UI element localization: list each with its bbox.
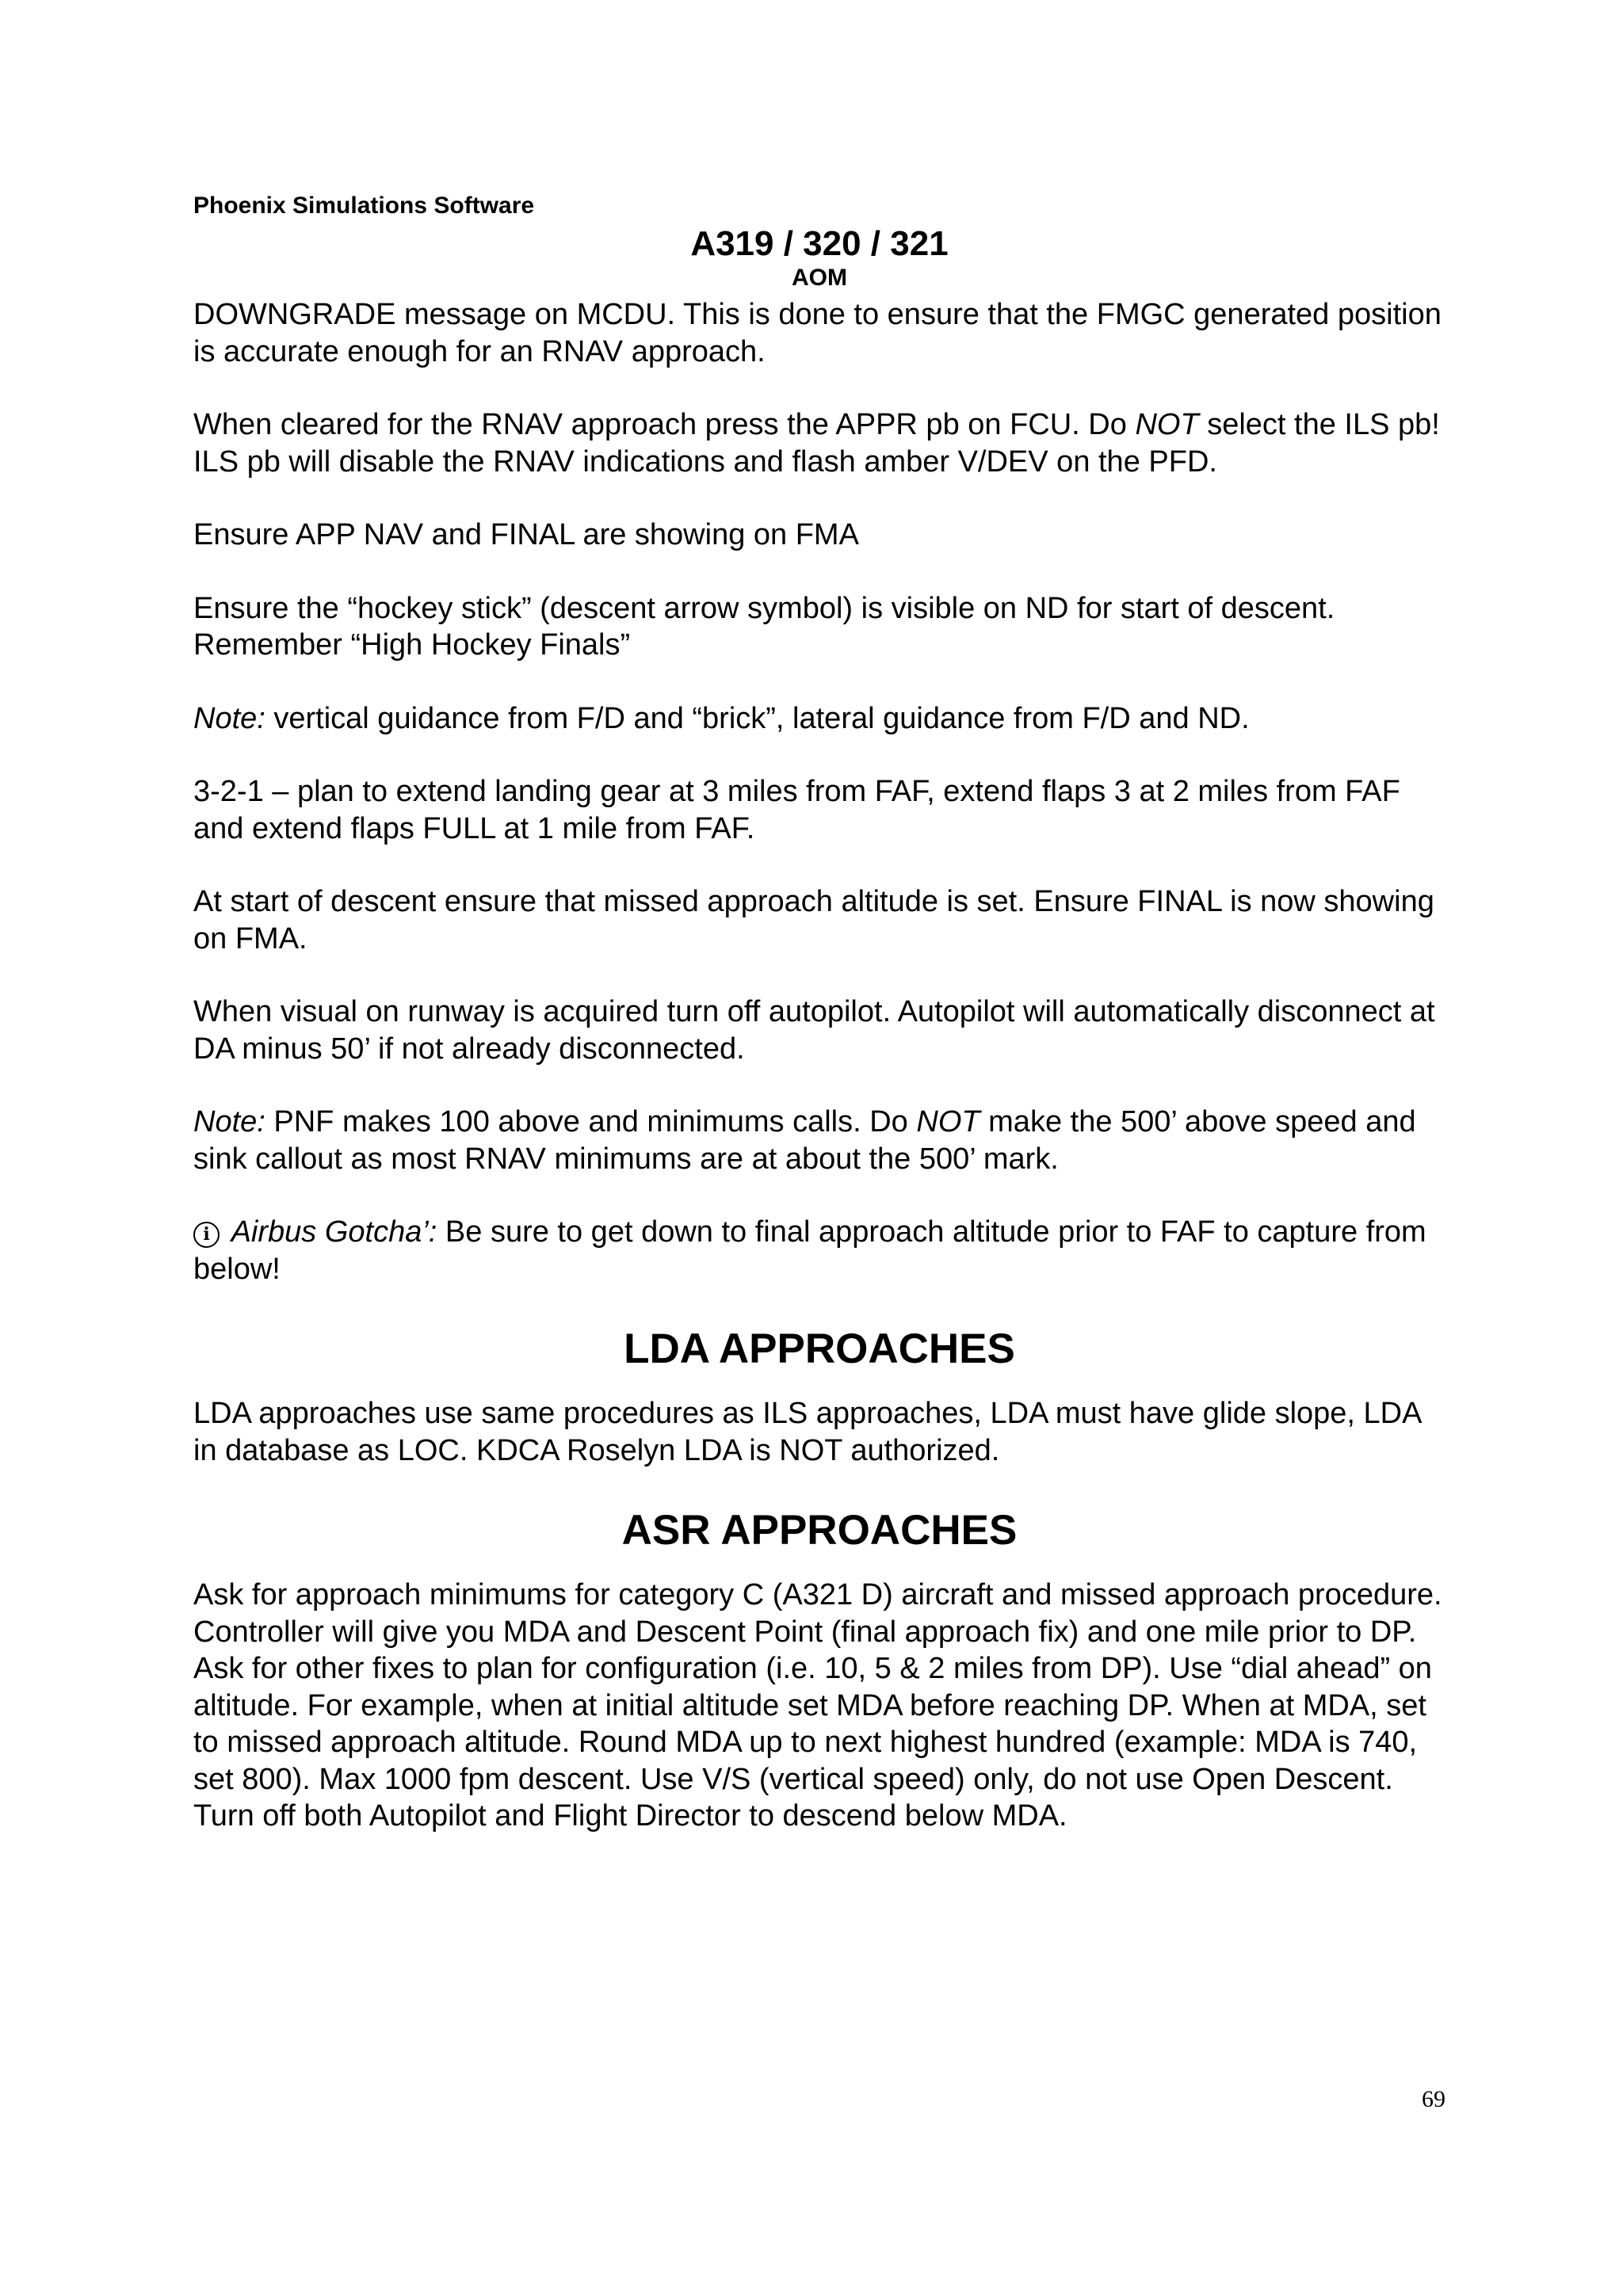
gotcha-label: Airbus Gotcha’: bbox=[231, 1215, 437, 1249]
document-title: A319 / 320 / 321 bbox=[690, 224, 949, 263]
paragraph-note-pnf bbox=[193, 1104, 1445, 1177]
text: PNF makes 100 above and minimums calls. Do bbox=[265, 1105, 917, 1138]
paragraph-downgrade: DOWNGRADE message on MCDU. This is done to ensure that the FMGC generated position is accurate enough for an RNAV approach. bbox=[193, 298, 1442, 368]
asr-heading: ASR APPROACHES bbox=[621, 1507, 1018, 1554]
paragraph-start-descent: At start of descent ensure that missed approach altitude is set. Ensure FINAL is now showing on FMA. bbox=[193, 885, 1434, 955]
note-label: Note: bbox=[193, 701, 265, 735]
text: vertical guidance from F/D and “brick”, lateral guidance from F/D and ND. bbox=[265, 701, 1250, 735]
lda-paragraph: LDA approaches use same procedures as ILS approaches, LDA must have glide slope, LDA in database as LOC. KDCA Roselyn LDA is NOT authorized. bbox=[193, 1397, 1421, 1467]
paragraph-3-2-1: 3-2-1 – plan to extend landing gear at 3 miles from FAF, extend flaps 3 at 2 miles from FAF and extend flaps FULL at 1 mile from FAF. bbox=[193, 775, 1400, 845]
note-label: Note: bbox=[193, 1105, 265, 1138]
asr-paragraph: Ask for approach minimums for category C (A321 D) aircraft and missed approach procedure. Controller will give you MDA and Descent Point (final approach fix) and one mile prior to DP. Ask for other fixes to plan for configuration (i.e. 10, 5 & 2 miles from DP). Use “dial ahead” on altitude. For example, when at initial altitude set MDA before reaching DP. When at MDA, set to missed approach altitude. Round MDA up to next highest hundred (example: MDA is 740, set 800). Max 1000 fpm descent. Use V/S (vertical speed) only, do not use Open Descent. Turn off both Autopilot and Flight Director to descend below MDA. bbox=[193, 1578, 1442, 1833]
lda-heading: LDA APPROACHES bbox=[624, 1325, 1015, 1372]
info-icon: i bbox=[193, 1222, 220, 1248]
emphasis-not: NOT bbox=[1135, 408, 1199, 441]
text: Be sure to get down to final approach altitude prior to FAF to capture from below! bbox=[193, 1215, 1426, 1286]
page-content bbox=[193, 190, 1445, 1871]
paragraph-hockey-stick bbox=[193, 590, 1445, 664]
paragraph-note-guidance bbox=[193, 700, 1445, 738]
paragraph-airbus-gotcha bbox=[193, 1214, 1445, 1287]
text-line: Remember “High Hockey Finals” bbox=[193, 628, 631, 662]
paragraph-appr-pb bbox=[193, 406, 1445, 480]
emphasis-not: NOT bbox=[916, 1105, 980, 1138]
text: make the 500’ above speed and sink callout as most RNAV minimums are at about the 500’ mark. bbox=[193, 1105, 1416, 1176]
text-line: Ensure the “hockey stick” (descent arrow symbol) is visible on ND for start of descent. bbox=[193, 591, 1335, 625]
page-number: 69 bbox=[1422, 2086, 1445, 2112]
document-subtitle: AOM bbox=[792, 265, 847, 291]
text: select the ILS pb! ILS pb will disable the RNAV indications and flash amber V/DEV on the PFD. bbox=[193, 408, 1440, 479]
text: When cleared for the RNAV approach press the APPR pb on FCU. Do bbox=[193, 408, 1136, 441]
paragraph-visual-runway: When visual on runway is acquired turn off autopilot. Autopilot will automatically disconnect at DA minus 50’ if not already disconnected. bbox=[193, 995, 1435, 1066]
company-name: Phoenix Simulations Software bbox=[193, 193, 535, 219]
paragraph-fma: Ensure APP NAV and FINAL are showing on FMA bbox=[193, 518, 859, 551]
